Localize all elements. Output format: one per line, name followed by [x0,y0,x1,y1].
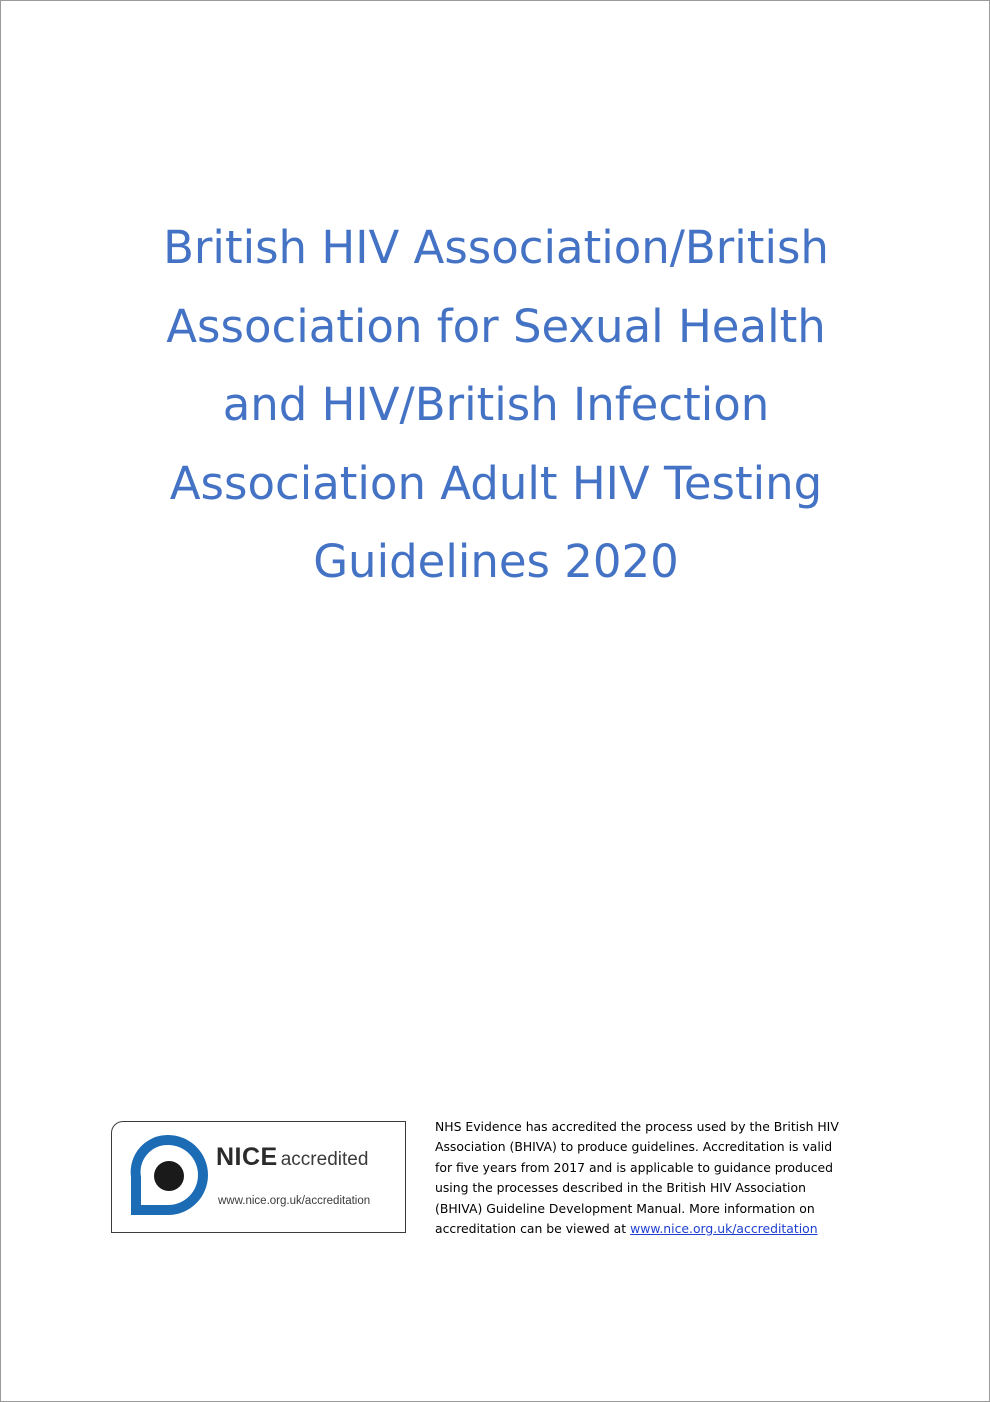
statement-line: for five years from 2017 and is applicable to guidance produced [435,1159,834,1175]
title-line: Association Adult HIV Testing [169,456,823,510]
statement-line: using the processes described in the British HIV Association [435,1180,806,1196]
document-title [96,209,896,602]
nice-accreditation-mark-icon [123,1131,213,1223]
statement-line: NHS Evidence has accredited the process used by the British HIV [435,1119,839,1134]
nice-logo-url: www.nice.org.uk/accreditation [218,1195,371,1207]
nice-accredited-logo [111,1121,406,1233]
nice-brand-name [216,1143,368,1172]
statement-line: (BHIVA) Guideline Development Manual. More information on [435,1200,815,1216]
title-line: Association for Sexual Health [166,299,826,353]
nice-brand-light: accredited [280,1149,369,1170]
accreditation-link[interactable]: www.nice.org.uk/accreditation [630,1221,818,1237]
title-line: British HIV Association/British [163,221,829,274]
statement-last-line [435,1219,885,1239]
title-line: and HIV/British Infection [222,378,770,431]
title-line: Guidelines 2020 [313,535,679,588]
statement-line: Association (BHIVA) to produce guidelines. Accreditation is valid [435,1139,833,1155]
accreditation-statement [435,1117,885,1239]
statement-last-line-prefix: accreditation can be viewed at [435,1221,631,1237]
nice-brand-strong: NICE [216,1143,278,1171]
